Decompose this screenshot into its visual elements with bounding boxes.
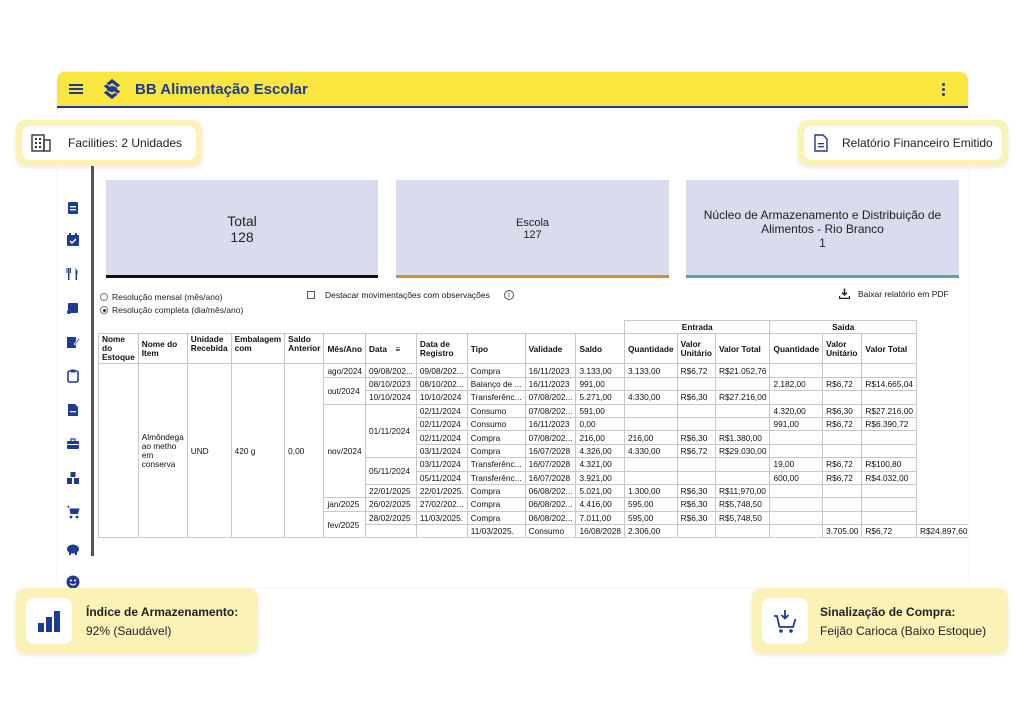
cell-e-vt bbox=[715, 471, 770, 484]
cell-embalagem: 420 g bbox=[231, 364, 285, 538]
header-nome-estoque[interactable]: Nome do Estoque bbox=[99, 334, 139, 364]
cell-mes-ano: jan/2025 bbox=[324, 498, 366, 511]
cart-icon[interactable] bbox=[65, 504, 81, 520]
cell-e-vt: R$5,748,50 bbox=[715, 498, 770, 511]
cell-saldo: 3.133,00 bbox=[576, 364, 625, 377]
download-icon bbox=[839, 288, 850, 299]
cell-e-qtd bbox=[624, 458, 677, 471]
radio-complete[interactable] bbox=[100, 305, 243, 315]
cell-data: 10/10/2024 bbox=[366, 391, 417, 404]
cell-e-vu: R$6,30 bbox=[677, 511, 715, 524]
cell-e-vt: R$21.052,76 bbox=[715, 364, 770, 377]
cell-validade: 06/08/202... bbox=[525, 511, 576, 524]
cart-download-icon bbox=[762, 598, 808, 644]
header-saldo[interactable]: Saldo bbox=[576, 334, 625, 364]
cell-tipo: Consumo bbox=[525, 525, 576, 538]
cell-s-vt bbox=[862, 511, 917, 524]
badge-facilities-text: Facilities: 2 Unidades bbox=[68, 136, 183, 150]
cell-s-vt: R$4.032,00 bbox=[862, 471, 917, 484]
briefcase-icon[interactable] bbox=[65, 436, 81, 452]
cell-s-vu: R$6,72 bbox=[823, 377, 862, 390]
cell-registro: 02/11/2024 bbox=[416, 431, 467, 444]
download-pdf-button[interactable] bbox=[839, 288, 949, 299]
cell-mes-ano: nov/2024 bbox=[324, 404, 366, 498]
cell-data: 01/11/2024 bbox=[366, 404, 417, 458]
cell-validade: 16/07/2028 bbox=[525, 444, 576, 457]
cell-e-vt: R$11,970,00 bbox=[715, 484, 770, 497]
scroll-icon[interactable] bbox=[65, 300, 81, 316]
cell-s-vu bbox=[823, 364, 862, 377]
card-nucleo[interactable] bbox=[686, 180, 959, 278]
cell-e-vu bbox=[677, 471, 715, 484]
sidebar bbox=[57, 108, 91, 588]
cell-e-vu: R$6,72 bbox=[677, 364, 715, 377]
cell-registro: 09/08/202... bbox=[416, 364, 467, 377]
cell-tipo: Compra bbox=[467, 498, 525, 511]
cell-e-vu: R$6,30 bbox=[677, 391, 715, 404]
cell-tipo: Compra bbox=[467, 511, 525, 524]
cell-e-vu bbox=[677, 404, 715, 417]
header-row bbox=[99, 334, 969, 364]
card-escola-value: 127 bbox=[523, 229, 542, 241]
cell-e-vt bbox=[715, 404, 770, 417]
cell-s-vt bbox=[862, 364, 917, 377]
header-data-label: Data bbox=[369, 343, 388, 354]
badge-facilities bbox=[16, 120, 202, 166]
header-mes-ano[interactable]: Mês/Ano bbox=[324, 334, 366, 364]
cell-s-vu: R$6,30 bbox=[823, 404, 862, 417]
cell-data: 26/02/2025 bbox=[366, 498, 417, 511]
radio-complete-label: Resolução completa (dia/mês/ano) bbox=[112, 305, 244, 315]
header-tipo[interactable]: Tipo bbox=[467, 334, 525, 364]
header-entrada-quantidade[interactable]: Quantidade bbox=[624, 334, 677, 364]
utensils-icon[interactable] bbox=[65, 266, 81, 282]
cell-tipo: Consumo bbox=[467, 417, 525, 430]
cell-s-vt bbox=[862, 391, 917, 404]
cell-s-vt bbox=[862, 498, 917, 511]
cell-saldo: 2.306,00 bbox=[624, 525, 677, 538]
badge-relatorio-text: Relatório Financeiro Emitido bbox=[842, 136, 993, 150]
header-unidade[interactable]: Unidade Recebida bbox=[187, 334, 231, 364]
card-nucleo-bar bbox=[686, 275, 959, 278]
group-header-row bbox=[99, 321, 969, 334]
report-document-icon bbox=[810, 132, 832, 154]
cell-s-qtd bbox=[770, 444, 823, 457]
cell-tipo: Compra bbox=[467, 444, 525, 457]
cell-mes-ano: out/2024 bbox=[324, 377, 366, 404]
document-icon[interactable] bbox=[65, 200, 81, 216]
cell-e-qtd: 4.330,00 bbox=[624, 391, 677, 404]
cell-s-qtd: 4.320,00 bbox=[770, 404, 823, 417]
cell-e-qtd: 595,00 bbox=[624, 498, 677, 511]
cell-data: 28/02/2025 bbox=[366, 511, 417, 524]
cell-saldo: 3.921,00 bbox=[576, 471, 625, 484]
cell-s-vu: R$6,72 bbox=[823, 458, 862, 471]
card-nucleo-value: 1 bbox=[819, 236, 826, 250]
radio-monthly-label: Resolução mensal (mês/ano) bbox=[112, 292, 223, 302]
cell-s-qtd: 600,00 bbox=[770, 471, 823, 484]
file-icon[interactable] bbox=[65, 402, 81, 418]
cell-s-vt bbox=[862, 484, 917, 497]
cell-registro: 03/11/2024 bbox=[416, 444, 467, 457]
cell-e-qtd: 3.133,00 bbox=[624, 364, 677, 377]
cell-s-qtd: 991,00 bbox=[770, 417, 823, 430]
menu-icon[interactable] bbox=[69, 84, 83, 94]
cell-s-qtd: 2.182,00 bbox=[770, 377, 823, 390]
badge-relatorio bbox=[798, 120, 1008, 166]
cell-validade: 16/11/2023 bbox=[525, 417, 576, 430]
cell-s-vt bbox=[862, 431, 917, 444]
header-data-registro[interactable]: Data de Registro bbox=[416, 334, 467, 364]
cell-s-vt: R$100,80 bbox=[862, 458, 917, 471]
clipboard-icon[interactable] bbox=[65, 368, 81, 384]
header-data[interactable] bbox=[366, 334, 417, 364]
cell-e-vu: R$6,72 bbox=[677, 444, 715, 457]
cell-data bbox=[416, 525, 467, 538]
cell-e-qtd bbox=[624, 377, 677, 390]
highlight-observations-checkbox[interactable] bbox=[307, 290, 514, 300]
cell-validade: 07/08/202... bbox=[525, 391, 576, 404]
cell-validade: 06/08/202... bbox=[525, 484, 576, 497]
cell-s-vt: R$27.216,00 bbox=[862, 404, 917, 417]
cell-e-vu bbox=[715, 525, 770, 538]
cell-e-vu: R$6,30 bbox=[677, 484, 715, 497]
cell-validade: 16/08/2028 bbox=[576, 525, 625, 538]
header-saida-valor-total[interactable]: Valor Total bbox=[862, 334, 917, 364]
cell-e-vu bbox=[677, 458, 715, 471]
card-escola-title: Escola bbox=[515, 217, 550, 229]
cell-saldo-anterior: 0,00 bbox=[285, 364, 324, 538]
cell-nome-estoque bbox=[99, 364, 139, 538]
edit-icon[interactable] bbox=[65, 334, 81, 350]
header-saida-quantidade[interactable]: Quantidade bbox=[770, 334, 823, 364]
cell-data: 08/10/2023 bbox=[366, 377, 417, 390]
header-saldo-anterior[interactable]: Saldo Anterior bbox=[285, 334, 324, 364]
header-validade[interactable]: Validade bbox=[525, 334, 576, 364]
cell-s-vu bbox=[823, 431, 862, 444]
cell-e-vt: R$1.380,00 bbox=[715, 431, 770, 444]
badge-indice-value: 92% (Saudável) bbox=[86, 624, 172, 638]
cell-s-qtd bbox=[770, 498, 823, 511]
top-app-bar bbox=[57, 72, 968, 108]
building-icon bbox=[30, 133, 52, 153]
cell-tipo: Transferênc... bbox=[467, 391, 525, 404]
cell-saldo: 7.011,00 bbox=[576, 511, 625, 524]
piggy-bank-icon[interactable] bbox=[65, 540, 81, 556]
cell-tipo: Consumo bbox=[467, 404, 525, 417]
cell-validade: 07/08/202... bbox=[525, 431, 576, 444]
header-nome-item[interactable]: Nome do Item bbox=[138, 334, 187, 364]
cell-e-vt: R$5,748,50 bbox=[715, 511, 770, 524]
cell-validade: 16/07/2028 bbox=[525, 471, 576, 484]
download-label: Baixar relatório em PDF bbox=[858, 288, 949, 299]
cell-tipo: Balanço de ... bbox=[467, 377, 525, 390]
cell-s-vt: R$24.897,60 bbox=[916, 525, 968, 538]
cell-e-qtd bbox=[624, 404, 677, 417]
cell-s-vu bbox=[823, 498, 862, 511]
cell-data: 22/01/2025 bbox=[366, 484, 417, 497]
badge-compra bbox=[752, 588, 1008, 654]
cell-saldo: 0,00 bbox=[576, 417, 625, 430]
cell-data: 09/08/202... bbox=[366, 364, 417, 377]
cell-e-qtd bbox=[624, 417, 677, 430]
cell-registro: 03/11/2024 bbox=[416, 458, 467, 471]
cell-saldo: 5.021,00 bbox=[576, 484, 625, 497]
cell-nome-item: Almôndega ao metho em conserva bbox=[138, 364, 187, 538]
header-embalagem[interactable]: Embalagem com bbox=[231, 334, 285, 364]
card-total[interactable] bbox=[106, 180, 378, 278]
badge-compra-value: Feijão Carioca (Baixo Estoque) bbox=[820, 624, 987, 638]
header-entrada-valor-total[interactable]: Valor Total bbox=[715, 334, 770, 364]
cell-s-vu bbox=[823, 511, 862, 524]
cell-validade: 07/08/202... bbox=[525, 404, 576, 417]
cell-tipo: Compra bbox=[467, 431, 525, 444]
badge-compra-title: Sinalização de Compra: bbox=[820, 605, 956, 619]
cell-e-vt: R$29.030,00 bbox=[715, 444, 770, 457]
cell-validade: 16/11/2023 bbox=[525, 364, 576, 377]
cell-s-vt: R$14.665,04 bbox=[862, 377, 917, 390]
group-saida: Saída bbox=[770, 321, 916, 334]
cell-data: 05/11/2024 bbox=[366, 458, 417, 485]
cell-e-qtd: 1.300,00 bbox=[624, 484, 677, 497]
card-total-bar bbox=[106, 275, 378, 278]
cell-e-vu: R$6,30 bbox=[677, 498, 715, 511]
stock-movement-table bbox=[98, 320, 968, 538]
cell-registro: 11/03/2025. bbox=[467, 525, 525, 538]
cell-validade: 06/08/202... bbox=[525, 498, 576, 511]
cell-registro: 05/11/2024 bbox=[416, 471, 467, 484]
sort-icon[interactable]: ≡ bbox=[395, 343, 401, 354]
radio-complete-indicator[interactable] bbox=[100, 306, 108, 314]
cell-registro: 27/02/202... bbox=[416, 498, 467, 511]
cell-s-vt: R$6.390,72 bbox=[862, 417, 917, 430]
cell-s-qtd bbox=[770, 484, 823, 497]
cell-saldo: 216,00 bbox=[576, 431, 625, 444]
cell-saldo: 591,00 bbox=[576, 404, 625, 417]
cell-mes-ano: ago/2024 bbox=[324, 364, 366, 377]
checkbox-box[interactable] bbox=[307, 291, 315, 299]
cell-e-vt bbox=[770, 525, 823, 538]
card-escola-bar bbox=[396, 275, 669, 278]
card-escola[interactable] bbox=[396, 180, 669, 278]
cell-s-qtd bbox=[770, 364, 823, 377]
cell-registro: 02/11/2024 bbox=[416, 404, 467, 417]
cell-registro: 22/01/2025. bbox=[416, 484, 467, 497]
header-saida-valor-unitario[interactable]: Valor Unitário bbox=[823, 334, 862, 364]
badge-indice bbox=[16, 588, 258, 654]
bank-logo-icon bbox=[101, 78, 123, 100]
cell-e-qtd: 4.330,00 bbox=[624, 444, 677, 457]
cell-s-qtd: 3.705,00 bbox=[823, 525, 862, 538]
cell-e-vu bbox=[677, 377, 715, 390]
cell-tipo: Transferênc... bbox=[467, 458, 525, 471]
cell-e-vt: R$27.216,00 bbox=[715, 391, 770, 404]
radio-monthly-indicator[interactable] bbox=[100, 293, 108, 301]
sidebar-divider bbox=[91, 130, 94, 556]
cell-s-qtd bbox=[770, 431, 823, 444]
cell-s-qtd bbox=[770, 511, 823, 524]
cell-mes-ano bbox=[366, 525, 417, 538]
cell-e-qtd bbox=[677, 525, 715, 538]
cell-saldo: 4.416,00 bbox=[576, 498, 625, 511]
cell-s-vu bbox=[823, 444, 862, 457]
cell-tipo: Compra bbox=[467, 484, 525, 497]
badge-indice-title: Índice de Armazenamento: bbox=[86, 605, 239, 619]
cell-s-vu bbox=[823, 484, 862, 497]
cell-validade: 16/11/2023 bbox=[525, 377, 576, 390]
cell-saldo: 5.271,00 bbox=[576, 391, 625, 404]
card-total-value: 128 bbox=[230, 229, 254, 245]
cell-unidade: UND bbox=[187, 364, 231, 538]
cell-e-vt bbox=[715, 417, 770, 430]
cell-saldo: 4.326,00 bbox=[576, 444, 625, 457]
cell-s-qtd: 19,00 bbox=[770, 458, 823, 471]
cell-mes-ano: fev/2025 bbox=[324, 511, 366, 538]
cell-registro: 11/03/2025. bbox=[416, 511, 467, 524]
checkbox-label: Destacar movimentações com observações bbox=[325, 290, 490, 300]
header-entrada-valor-unitario[interactable]: Valor Unitário bbox=[677, 334, 715, 364]
cell-tipo: Compra bbox=[467, 364, 525, 377]
cell-e-vu: R$6,30 bbox=[677, 431, 715, 444]
cell-saldo: 991,00 bbox=[576, 377, 625, 390]
cell-s-vu: R$6,72 bbox=[823, 471, 862, 484]
cell-s-vu: R$6,72 bbox=[823, 417, 862, 430]
cell-e-vu bbox=[677, 417, 715, 430]
cell-e-qtd: 216,00 bbox=[624, 431, 677, 444]
cell-e-vt bbox=[715, 377, 770, 390]
table-row[interactable] bbox=[99, 364, 969, 377]
boxes-icon[interactable] bbox=[65, 470, 81, 486]
info-icon[interactable]: i bbox=[504, 290, 514, 300]
cell-registro: 10/10/2024 bbox=[416, 391, 467, 404]
cell-saldo: 4.321,00 bbox=[576, 458, 625, 471]
more-options-icon[interactable] bbox=[942, 83, 946, 97]
cell-e-qtd: 595,00 bbox=[624, 511, 677, 524]
cell-e-vt bbox=[715, 458, 770, 471]
smile-icon[interactable] bbox=[65, 574, 81, 588]
group-entrada: Entrada bbox=[624, 321, 770, 334]
card-nucleo-title: Núcleo de Armazenamento e Distribuição de Alimentos - Rio Branco bbox=[703, 208, 942, 236]
bar-chart-icon bbox=[26, 598, 72, 644]
cell-s-vu bbox=[823, 391, 862, 404]
cell-s-qtd bbox=[770, 391, 823, 404]
cell-s-vu: R$6,72 bbox=[862, 525, 917, 538]
cell-s-vt bbox=[862, 444, 917, 457]
card-total-title: Total bbox=[227, 213, 257, 229]
cell-validade: 16/07/2028 bbox=[525, 458, 576, 471]
cell-registro: 08/10/202... bbox=[416, 377, 467, 390]
calendar-check-icon[interactable] bbox=[65, 232, 81, 248]
app-title: BB Alimentação Escolar bbox=[135, 80, 308, 98]
cell-e-qtd bbox=[624, 471, 677, 484]
cell-registro: 02/11/2024 bbox=[416, 417, 467, 430]
cell-tipo: Transferênc... bbox=[467, 471, 525, 484]
radio-monthly[interactable] bbox=[100, 292, 223, 302]
